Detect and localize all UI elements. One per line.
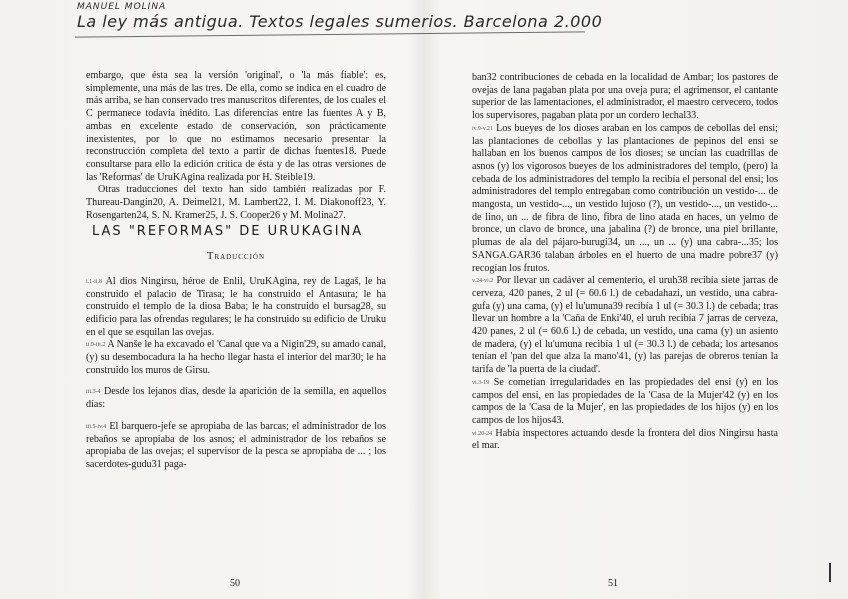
translation-text: Al dios Ningirsu, héroe de Enlil, UruKAgina, rey de Lagaš, le ha construido el palacio de Tirasa; le ha construido el Antasura; le ha construido el templo de la diosa Baba; le ha construido el bursag28, su edificio para las ofrendas regulares; le ha construido su edificio de Uruku en el que se esquilan las ovejas. — [86, 275, 387, 338]
intro-paragraph-1: embargo, que ésta sea la versión 'original', o 'la más fiable': es, simplemente, una más de las tres. De ella, como se indica en el cuadro de más arriba, se han conservado tres manuscritos diferentes, de los cuales el C permanece todavía inédito. Las diferencias entre las fuentes A y B, ambas en excelente estado de conservación, son prácticamente inexistentes, por lo que no estimamos necesario presentar la reconstrucción completa del texto a partir de dichas fuentes18. Puede consultarse para ello la edición crítica de ésta y de las otras versiones de las 'Reformas' de UruKAgina realizada por H. Steible19. — [86, 70, 386, 183]
intro-paragraph-2: Otras traducciones del texto han sido también realizadas por F. Thureau-Dangin20, A. Deimel21, M. Lambert22, I. M. Diakonoff23, Y. Rosengarten24, S. N. Kramer25, J. S. Cooper26 y M. Molina27. — [86, 184, 386, 221]
column-reference: vi.3-19 — [472, 379, 490, 386]
translation-text: Desde los lejanos días, desde la aparición de la semilla, en aquellos días: — [86, 386, 387, 411]
paragraph-gap — [86, 412, 386, 421]
right-text: ban32 contribuciones de cebada en la localidad de Ambar; los pastores de ovejas de lana pagaban plata por una oveja pura; el agrimensor, el cantante superior de las lamentaciones, el administrador, el maestro cervecero, todos los supervisores, pagaban plata por un cordero lechal33. — [472, 72, 778, 122]
column-reference: i.1-ii.8 — [86, 278, 102, 285]
right-paragraph-5 — [472, 428, 778, 453]
left-page-column — [86, 70, 386, 472]
column-reference: iv.9-v.21 — [472, 125, 493, 132]
page-number-left: 50 — [230, 578, 240, 589]
handwritten-author: MANUEL MOLINA — [77, 2, 167, 12]
column-reference: v.24-vi.2 — [472, 278, 494, 285]
page-number-right: 51 — [608, 578, 618, 589]
column-reference: vi.20-24 — [472, 430, 493, 437]
paragraph-gap — [86, 377, 386, 386]
column-reference: iii.5-iv.4 — [86, 423, 107, 430]
right-paragraph-3 — [472, 275, 778, 377]
right-text: Por llevar un cadáver al cementerio, el uruh38 recibía siete jarras de cerveza, 420 panes, 2 ul (= 60.6 l.) de cebadahazi, un vestido, una cabra-gufa (y) una cama, (y) el lu'umuna39 recibía 1 ul (= 30.3 l.) de cebada; tras llevar un hombre a la 'Caña de Enki'40, el uruh recibía 7 jarras de cerveza, 420 panes, 2 ul (= 60.6 l.) de cebada, un vestido, una cama (y) un asiento de madera, (y) el lu'umuna recibía 1 ul (= 30.3 l.) de cebada; los artesanos tenían el 'pan del que alza la mano'41, (y) las parejas de obreros tenían la tarifa de 'la puerta de la ciudad'. — [472, 275, 778, 376]
translation-text: A Nanše le ha excavado el 'Canal que va a Nigin'29, su amado canal, (y) su desembocadura la ha hecho llegar hasta el interior del mar30; le ha construido los muros de Girsu. — [86, 339, 386, 376]
right-paragraph-4 — [472, 377, 778, 428]
translation-paragraph-4 — [86, 421, 386, 472]
right-text: Los bueyes de los dioses araban en los campos de cebollas del ensi; las plantaciones de cebollas y las plantaciones de pepinos del ensi se hallaban en los buenos campos de los dioses; se uncían las cuadrillas de asnos (y) los vigorosos bueyes de los administradores del templo, (pero) la cebada de los administradores del templo la recibía el personal del ensi; los administradores del templo entregaban como contribución un vestido-... de mangosta, un vestido-..., un vestido lujoso (?), un vestido-..., un vestido-... de lino, un ... de fibra de lino, fibra de lino atada en haces, un yelmo de bronce, un clavo de bronce, una jabalina (?) de bronce, una piel brillante, plumas de ala del pájaro-burugi34, un ..., un ... (y) una cabra-...35; los SANGA.GAR36 talaban árboles en el huerto de una madre pobre37 (y) recogían los frutos. — [472, 122, 778, 274]
right-text: Se cometían irregularidades en las propiedades del ensi (y) en los campos del ensi, en las propiedades de la 'Casa de la Mujer'42 (y) en los campos de la 'Casa de la Mujer', en las propiedades de los hijos (y) en los campos de los hijos43. — [472, 376, 779, 426]
right-text: Había inspectores actuando desde la frontera del dios Ningirsu hasta el mar. — [472, 427, 778, 452]
handwritten-section-title: LAS "REFORMAS" DE URUKAGINA — [92, 224, 364, 240]
handwritten-underline — [75, 31, 585, 37]
handwritten-citation: La ley más antigua. Textos legales sumerios. Barcelona 2.000 — [77, 12, 603, 31]
translation-text: El barquero-jefe se apropiaba de las barcas; el administrador de los rebaños se apropiaba de los asnos; el administrador de los rebaños se apropiaba de las ovejas; el supervisor de la pesca se apropiaba de ... ; los sacerdotes-gudu31 paga- — [86, 420, 386, 470]
translation-paragraph-2 — [86, 339, 386, 377]
right-paragraph-1 — [472, 72, 778, 123]
translation-paragraph-3 — [86, 386, 386, 411]
section-title-traduccion: Traducción — [206, 251, 266, 263]
column-reference: ii.9-iii.2 — [86, 342, 106, 349]
column-reference: iii.3-4 — [86, 389, 101, 396]
translation-paragraph-1 — [86, 276, 386, 340]
right-paragraph-2 — [472, 123, 778, 275]
scan-edge-mark — [829, 563, 831, 582]
right-page-column — [472, 72, 778, 453]
